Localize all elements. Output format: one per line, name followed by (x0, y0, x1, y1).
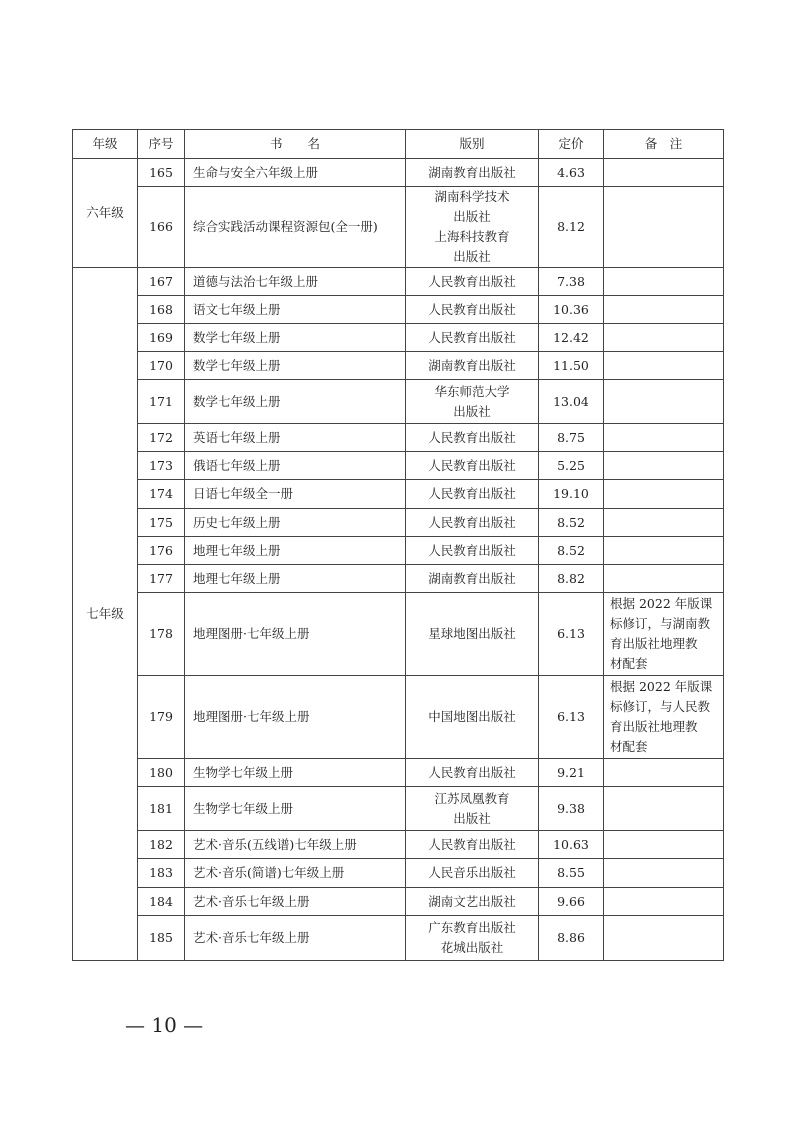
price-cell: 5.25 (539, 452, 604, 480)
title-cell: 地理七年级上册 (185, 537, 406, 565)
publisher-cell: 湖南教育出版社 (406, 159, 539, 187)
table-row (73, 480, 724, 509)
price-cell: 8.55 (539, 859, 604, 888)
price-cell: 10.36 (539, 296, 604, 324)
seq-cell: 169 (138, 324, 185, 352)
title-cell: 艺术·音乐(五线谱)七年级上册 (185, 831, 406, 859)
seq-cell: 181 (138, 787, 185, 831)
title-cell: 地理七年级上册 (185, 565, 406, 593)
note-cell (604, 759, 724, 787)
table-row (73, 859, 724, 888)
publisher-cell: 人民教育出版社 (406, 831, 539, 859)
title-cell: 生命与安全六年级上册 (185, 159, 406, 187)
publisher-cell: 湖南科学技术 出版社 上海科技教育 出版社 (406, 187, 539, 268)
note-cell (604, 452, 724, 480)
price-cell: 10.63 (539, 831, 604, 859)
seq-cell: 176 (138, 537, 185, 565)
table-row (73, 159, 724, 187)
publisher-cell: 人民教育出版社 (406, 480, 539, 509)
seq-cell: 184 (138, 888, 185, 916)
price-cell: 11.50 (539, 352, 604, 380)
table-row (73, 565, 724, 593)
note-cell (604, 787, 724, 831)
seq-cell: 185 (138, 916, 185, 961)
table-row (73, 452, 724, 480)
note-cell (604, 831, 724, 859)
note-cell: 根据 2022 年版课 标修订，与湖南教 育出版社地理教 材配套 (604, 593, 724, 676)
price-cell: 6.13 (539, 676, 604, 759)
price-cell: 8.52 (539, 537, 604, 565)
publisher-cell: 广东教育出版社 花城出版社 (406, 916, 539, 961)
seq-cell: 171 (138, 380, 185, 424)
note-cell (604, 187, 724, 268)
grade-cell: 七年级 (73, 268, 138, 961)
table-row (73, 509, 724, 537)
seq-cell: 183 (138, 859, 185, 888)
seq-cell: 170 (138, 352, 185, 380)
header-note: 备 注 (604, 130, 724, 159)
note-cell (604, 916, 724, 961)
price-cell: 13.04 (539, 380, 604, 424)
note-cell (604, 159, 724, 187)
seq-cell: 175 (138, 509, 185, 537)
title-cell: 地理图册·七年级上册 (185, 593, 406, 676)
table-header-row (73, 130, 724, 159)
publisher-cell: 人民教育出版社 (406, 509, 539, 537)
publisher-cell: 江苏凤凰教育 出版社 (406, 787, 539, 831)
table-row (73, 787, 724, 831)
grade-cell: 六年级 (73, 159, 138, 268)
title-cell: 英语七年级上册 (185, 424, 406, 452)
seq-cell: 178 (138, 593, 185, 676)
publisher-cell: 华东师范大学 出版社 (406, 380, 539, 424)
price-cell: 9.21 (539, 759, 604, 787)
seq-cell: 177 (138, 565, 185, 593)
header-price: 定价 (539, 130, 604, 159)
note-cell (604, 537, 724, 565)
seq-cell: 182 (138, 831, 185, 859)
note-cell (604, 268, 724, 296)
header-publisher: 版别 (406, 130, 539, 159)
header-title: 书 名 (185, 130, 406, 159)
note-cell (604, 380, 724, 424)
note-cell (604, 480, 724, 509)
title-cell: 地理图册·七年级上册 (185, 676, 406, 759)
title-cell: 生物学七年级上册 (185, 787, 406, 831)
title-cell: 艺术·音乐七年级上册 (185, 888, 406, 916)
table-body (73, 159, 724, 961)
table-row (73, 296, 724, 324)
title-cell: 综合实践活动课程资源包(全一册) (185, 187, 406, 268)
table-row (73, 352, 724, 380)
price-cell: 8.82 (539, 565, 604, 593)
table-row (73, 759, 724, 787)
note-cell (604, 509, 724, 537)
note-cell (604, 424, 724, 452)
seq-cell: 179 (138, 676, 185, 759)
publisher-cell: 湖南教育出版社 (406, 565, 539, 593)
price-cell: 12.42 (539, 324, 604, 352)
title-cell: 数学七年级上册 (185, 352, 406, 380)
note-cell (604, 888, 724, 916)
table-row (73, 187, 724, 268)
header-grade: 年级 (73, 130, 138, 159)
page-number: — 10 — (125, 1013, 204, 1037)
title-cell: 语文七年级上册 (185, 296, 406, 324)
publisher-cell: 人民教育出版社 (406, 452, 539, 480)
seq-cell: 180 (138, 759, 185, 787)
price-cell: 9.38 (539, 787, 604, 831)
title-cell: 历史七年级上册 (185, 509, 406, 537)
price-cell: 6.13 (539, 593, 604, 676)
seq-cell: 165 (138, 159, 185, 187)
title-cell: 生物学七年级上册 (185, 759, 406, 787)
seq-cell: 173 (138, 452, 185, 480)
price-cell: 8.52 (539, 509, 604, 537)
title-cell: 艺术·音乐七年级上册 (185, 916, 406, 961)
note-cell (604, 296, 724, 324)
note-cell (604, 565, 724, 593)
table-row (73, 537, 724, 565)
publisher-cell: 人民教育出版社 (406, 424, 539, 452)
publisher-cell: 人民教育出版社 (406, 759, 539, 787)
table-row (73, 593, 724, 676)
publisher-cell: 人民教育出版社 (406, 324, 539, 352)
table-row (73, 268, 724, 296)
title-cell: 数学七年级上册 (185, 380, 406, 424)
seq-cell: 167 (138, 268, 185, 296)
title-cell: 数学七年级上册 (185, 324, 406, 352)
table-row (73, 676, 724, 759)
price-cell: 7.38 (539, 268, 604, 296)
seq-cell: 166 (138, 187, 185, 268)
price-cell: 9.66 (539, 888, 604, 916)
publisher-cell: 人民教育出版社 (406, 268, 539, 296)
title-cell: 艺术·音乐(简谱)七年级上册 (185, 859, 406, 888)
note-cell (604, 352, 724, 380)
publisher-cell: 人民教育出版社 (406, 537, 539, 565)
note-cell: 根据 2022 年版课 标修订，与人民教 育出版社地理教 材配套 (604, 676, 724, 759)
publisher-cell: 星球地图出版社 (406, 593, 539, 676)
seq-cell: 174 (138, 480, 185, 509)
table-row (73, 831, 724, 859)
publisher-cell: 湖南教育出版社 (406, 352, 539, 380)
table-row (73, 380, 724, 424)
table-row (73, 324, 724, 352)
price-cell: 19.10 (539, 480, 604, 509)
price-cell: 8.75 (539, 424, 604, 452)
title-cell: 俄语七年级上册 (185, 452, 406, 480)
note-cell (604, 859, 724, 888)
publisher-cell: 人民音乐出版社 (406, 859, 539, 888)
table-row (73, 888, 724, 916)
table-row (73, 424, 724, 452)
seq-cell: 172 (138, 424, 185, 452)
publisher-cell: 湖南文艺出版社 (406, 888, 539, 916)
title-cell: 道德与法治七年级上册 (185, 268, 406, 296)
price-cell: 8.86 (539, 916, 604, 961)
table-row (73, 916, 724, 961)
publisher-cell: 中国地图出版社 (406, 676, 539, 759)
note-cell (604, 324, 724, 352)
price-cell: 8.12 (539, 187, 604, 268)
price-cell: 4.63 (539, 159, 604, 187)
textbook-price-table (72, 129, 724, 961)
seq-cell: 168 (138, 296, 185, 324)
title-cell: 日语七年级全一册 (185, 480, 406, 509)
publisher-cell: 人民教育出版社 (406, 296, 539, 324)
header-seq: 序号 (138, 130, 185, 159)
